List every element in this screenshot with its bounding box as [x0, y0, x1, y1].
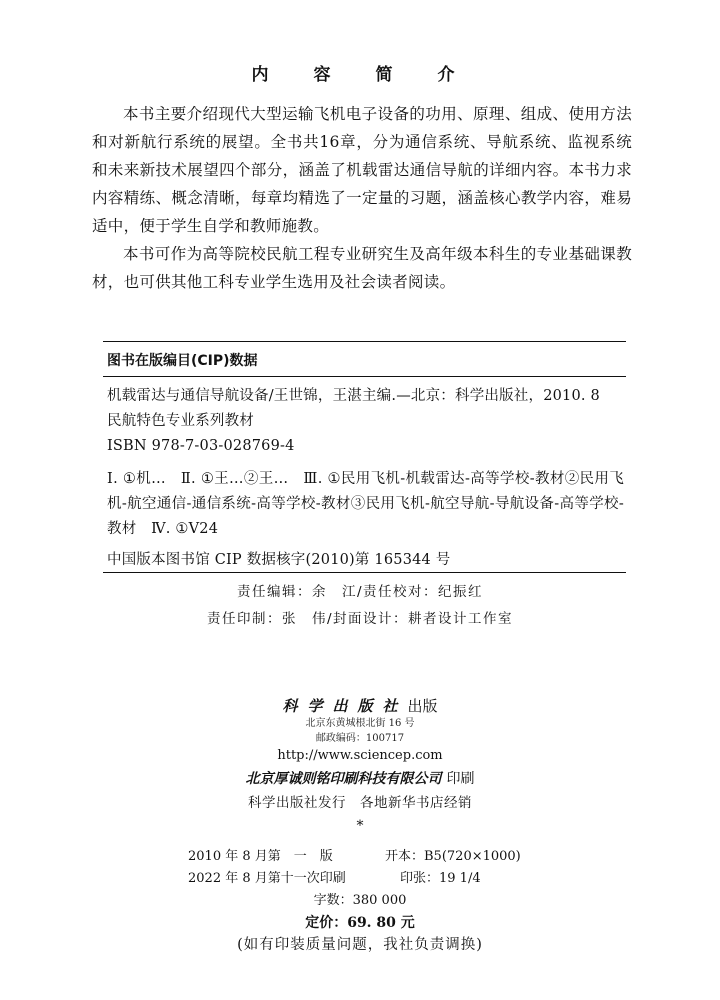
sheets-line: 印张：19 1/4	[400, 871, 481, 886]
page-title: 内 容 简 介	[251, 65, 469, 85]
printer-name: 北京厚诚则铭印刷科技有限公司	[245, 771, 442, 787]
cip-number: 中国版本图书馆 CIP 数据核字(2010)第 165344 号	[107, 552, 451, 568]
word-count: 字数：380 000	[313, 893, 407, 908]
cip-data-box	[103, 341, 626, 573]
asterisk-mark: *	[356, 818, 364, 834]
cip-heading: 图书在版编目(CIP)数据	[107, 353, 258, 369]
intro-paragraph: 本书可作为高等院校民航工程专业研究生及高年级本科生的专业基础课教材，也可供其他工科专业学生选用及社会读者阅读。	[92, 245, 632, 291]
price: 定价：69. 80 元	[305, 915, 415, 931]
intro-section	[92, 100, 632, 296]
publisher-address: 北京东黄城根北街 16 号	[305, 718, 415, 729]
publisher-block	[0, 695, 720, 834]
cip-series-line: 民航特色专业系列教材	[107, 413, 254, 429]
publisher-suffix: 出版	[407, 697, 438, 715]
credits-editor-line: 责任编辑：余 江/责任校对：纪振红	[236, 584, 484, 600]
printing-line: 2022 年 8 月第十一次印刷	[188, 871, 346, 886]
format-line: 开本：B5(720×1000)	[385, 849, 521, 864]
cip-divider	[103, 376, 626, 377]
intro-paragraph: 本书主要介绍现代大型运输飞机电子设备的功用、原理、组成、使用方法和对新航行系统的展望。全书共16章，分为通信系统、导航系统、监视系统和未来新技术展望四个部分，涵盖了机载雷达通信导航的详细内容。本书力求内容精练、概念清晰，每章均精选了一定量的习题，涵盖核心教学内容，难易适中，便于学生自学和教师施教。	[92, 105, 632, 235]
publisher-postcode: 邮政编码：100717	[315, 733, 405, 744]
edition-line: 2010 年 8 月第 一 版	[188, 849, 333, 864]
publisher-url: http://www.sciencep.com	[277, 748, 443, 763]
cip-classification: Ⅰ. ①机… Ⅱ. ①王…②王… Ⅲ. ①民用飞机-机载雷达-高等学校-教材②民用飞机-航空通信-通信系统-高等学校-教材③民用飞机-航空导航-导航设备-高等学校-教材 Ⅳ. ①V24	[107, 471, 624, 537]
specs-block	[0, 846, 720, 960]
distribution-line: 科学出版社发行 各地新华书店经销	[248, 795, 472, 811]
printer-suffix: 印刷	[446, 771, 475, 787]
quality-notice: (如有印装质量问题，我社负责调换)	[237, 937, 483, 953]
credits-production-line: 责任印制：张 伟/封面设计：耕者设计工作室	[206, 611, 514, 627]
publisher-name: 科学出版社	[282, 697, 408, 715]
cip-isbn: ISBN 978-7-03-028769-4	[107, 438, 295, 454]
cip-body	[107, 384, 624, 573]
credits	[0, 579, 720, 633]
cip-title-line: 机载雷达与通信导航设备/王世锦，王湛主编.—北京：科学出版社，2010. 8	[107, 388, 600, 404]
